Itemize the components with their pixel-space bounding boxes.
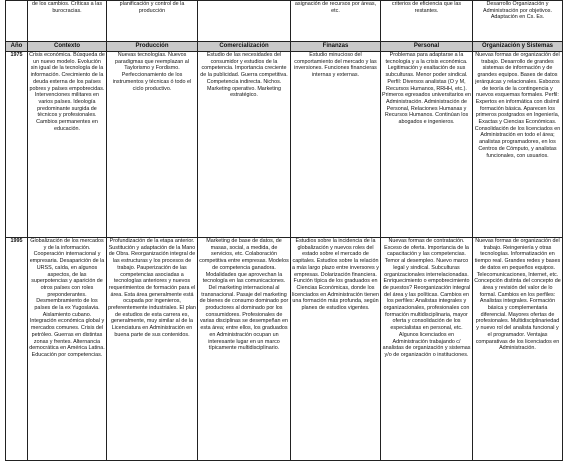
header-commercial: Comercialización xyxy=(198,42,291,52)
cell-context: Crisis económica. Búsqueda de un nuevo modelo. Evolución sin igual de la tecnología de la información. Crecimiento de la deuda externa de los países pobres y países empobrecidas. Intervenciones militares en varios países. Ideología predominante surgida de técnicos y profesionales. Cambios permanentes en educación. xyxy=(28,52,107,238)
cell-organization: Nuevas formas de organización del trabajo. Desarrollo de grandes sistemas de información y de grandes equipos. Bases de datos jerárquicas y relacionales. Esbozos de teoría de la contingencia y nuevos esquemas formales. Perfil: Expertos en informática con disímil formación básica. Aparecen los primeros postgrados en Ingeniería, Exactas y Ciencias Económicas. Consolidación de los licenciados en Administración en todo el área; analistas programadores, en los Centros de Cómputo, y analistas funcionales, con usuarios. xyxy=(473,52,563,238)
header-year: Año xyxy=(6,42,28,52)
cell-organization: Desarrollo Organización y Administración por objetivos. Adaptación en Cs. Es. xyxy=(473,1,563,42)
header-personnel: Personal xyxy=(381,42,473,52)
cell-context: Globalización de los mercados y de la información. Cooperación internacional y empresaria. Desaparición de la URSS, caída, en algunos aspectos, de las superpotencias y aparición de otros países con roles preponderantes. Desmembramiento de los países de la ex Yugoslavia. Aislamiento cubano. Integración económica global y mercados comunes. Crisis del petróleo. Guerras en distintas zonas y frentes. Alternancia democrática en América Latina. Educación por competencias. xyxy=(28,238,107,461)
cell-commercial: Marketing de base de datos, de masas, social, a medida, de servicios, etc. Colaboración competitiva entre empresas. Modelos de competencia ganadora. Modalidades que aprovechan la tecnología en las comunicaciones. Del marketing internacional al transnacional. Pasaje del marketing de bienes de consumo dominado por productores al dominado por los consumidores. Profesionales de varias disciplinas se desempeñan en esta área; entre ellos, los graduados en Administración ocupan un interesante lugar en un marco típicamente multidisciplinario. xyxy=(198,238,291,461)
cell-production: Profundización de la etapa anterior. Sustitución y adaptación de la Mano de Obra. Reorganización integral de las estructuras y los procesos de trabajo. Pauperización de las competencias asociadas a tecnologías anteriores y nuevos requerimientos de formación para el área. Esta área generalmente está ocupada por ingenieros, preferentemente industriales. El plan de estudios de esta carrera es, generalmente, muy similar al de la Licenciatura en Administración en buena parte de sus contenidos. xyxy=(107,238,198,461)
cell-production: planificación y control de la producción xyxy=(107,1,198,42)
cell-commercial: Estudio de las necesidades del consumidor y estudios de la competencia. Importancia creciente de la publicidad. Guerra competitiva. Competencia indirecta. Nichos. Marketing operativo. Marketing estratégico. xyxy=(198,52,291,238)
cell-year xyxy=(6,1,28,42)
header-finance: Finanzas xyxy=(291,42,381,52)
evolution-table xyxy=(5,0,563,461)
cell-personnel: Problemas para adaptarse a la tecnología y a la crisis económica. Legitimación y exaltación de sus subculturas. Menor poder sindical. Perfil: Diversos analistas (O y M, Recursos Humanos, RRHH, etc.). Primeros egresados universitarios en Administración. Administración de Personal, Relaciones Humanas y Recursos Humanos. Continúan los abogados e ingenieros. xyxy=(381,52,473,238)
cell-context: de los cambios. Críticas a las burocracias. xyxy=(28,1,107,42)
cell-year: 1975 xyxy=(6,52,28,238)
table-row xyxy=(6,52,563,238)
header-context: Contexto xyxy=(28,42,107,52)
cell-finance: Estudios sobre la incidencia de la globalización y nuevos roles del estado sobre el mercado de capitales. Estudios sobre la relación a más largo plazo entre inversores y empresas. Dolarización financiera. Función típica de los graduados en Ciencias Económicas, donde los licenciados en Administración tienen una formación más profunda, según planes de estudios vigentes. xyxy=(291,238,381,461)
cell-production: Nuevas tecnologías. Nuevos paradigmas que reemplazan al Taylorismo y Fordismo. Perfeccionamiento de los instrumentos y técnicas ó todo el ciclo productivo. xyxy=(107,52,198,238)
cell-organization: Nuevas formas de organización del trabajo. Reingeniería y otras tecnologías. Informatización en tiempo real. Grandes redes y bases de datos en pequeños equipos. Telecomunicaciones, Internet, etc. Concepción distinta del concepto de área y revisión del valor de lo formal. Cambios en los perfiles: Analistas integrales. Formación básica y complementaria diferencial. Mayores ofertas de profesionales. Multidisciplinariedad y nuevo rol del analista funcional y el programador. Ventajas comparativas de los licenciados en Administración. xyxy=(473,238,563,461)
cell-year: 1995 xyxy=(6,238,28,461)
header-production: Producción xyxy=(107,42,198,52)
cell-personnel: Nuevas formas de contratación. Exceso de oferta. Importancia de la capacitación y las competencias. Temor al desempleo. Nuevo marco legal y sindical. Subculturas organizacionales interrelacionadas. Enriquecimiento o empobrecimiento de puestos? Reorganización integral del área y las políticas. Cambios en los perfiles: Analistas integrales y organizacionales, profesionales con formación multidisciplinaria, mayor oferta y consolidación de los especialistas en personal, etc. Algunos licenciados en Administración trabajando c/ analistas de organización y sistemas y/o de organización o instituciones. xyxy=(381,238,473,461)
cell-finance: Estudio minucioso del comportamiento del mercado y las inversiones. Funciones financieras internas y externas. xyxy=(291,52,381,238)
cell-finance: asignación de recursos por áreas, etc. xyxy=(291,1,381,42)
cell-commercial xyxy=(198,1,291,42)
table-row xyxy=(6,238,563,461)
cell-personnel: criterios de eficiencia que las restantes. xyxy=(381,1,473,42)
table-row-continued xyxy=(6,1,563,42)
header-organization: Organización y Sistemas xyxy=(473,42,563,52)
header-row xyxy=(6,42,563,52)
